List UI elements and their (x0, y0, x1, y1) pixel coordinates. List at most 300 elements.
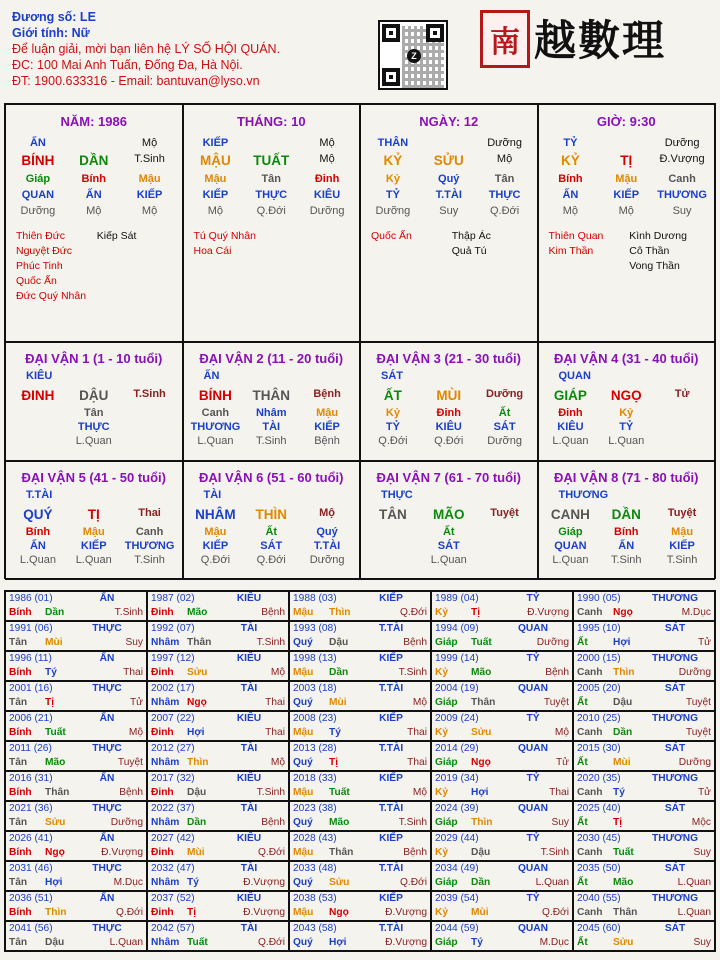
hidden-star: KIÊU (435, 421, 462, 433)
hidden-star: SÁT (493, 421, 516, 433)
star-name: Quốc Ấn (371, 230, 412, 242)
pillar-title: NĂM: 1986 (60, 114, 127, 129)
year-can: Quý (293, 937, 313, 948)
hidden-star: ẤN (618, 540, 635, 552)
year-star: KIẾP (379, 773, 403, 784)
year-label: 1989 (04) (435, 593, 479, 604)
year-label: 1987 (02) (151, 593, 195, 604)
year-chi: Thân (187, 637, 212, 648)
pillar-can: KỶ (561, 153, 580, 168)
stars-col-1 (16, 229, 97, 304)
year-star: SÁT (664, 803, 686, 814)
star-name: Cô Thần (629, 245, 670, 257)
year-cell (147, 621, 289, 651)
dai-van-cell (5, 461, 183, 580)
year-chi: Tị (613, 817, 623, 828)
year-label: 2024 (39) (435, 803, 479, 814)
year-chi: Dần (187, 817, 207, 828)
year-stage: T.Sinh (398, 817, 427, 828)
dai-van-chi: TỊ (87, 507, 100, 522)
year-star: THỰC (92, 683, 122, 694)
hidden-stem: Ất (265, 526, 278, 538)
year-head (577, 622, 711, 636)
year-head (435, 742, 569, 756)
year-stage: Tuyệt (543, 697, 569, 708)
year-label: 2012 (27) (151, 743, 195, 754)
year-chi: Ngọ (329, 907, 349, 918)
year-star: KIÊU (236, 653, 262, 664)
year-head (293, 682, 427, 696)
year-star: QUAN (518, 863, 548, 874)
year-head (9, 772, 143, 786)
year-label: 1990 (05) (577, 593, 621, 604)
year-chi: Tuất (45, 727, 66, 738)
year-cell (573, 651, 715, 681)
year-stage: M.Dục (113, 877, 143, 888)
year-star: THƯƠNG (651, 893, 698, 904)
year-stage: Thai (407, 757, 427, 768)
stars-col-1 (194, 229, 275, 259)
year-stage: Mộc (691, 817, 711, 828)
year-label: 2019 (34) (435, 773, 479, 784)
year-body (9, 606, 143, 620)
hidden-stem: Quý (316, 526, 338, 538)
year-stage: Thai (265, 697, 285, 708)
year-cell (289, 771, 431, 801)
dai-van-hidden (543, 406, 711, 420)
year-can: Kỷ (435, 667, 449, 678)
year-cell (289, 681, 431, 711)
year-label: 2038 (53) (293, 893, 337, 904)
year-body (293, 756, 427, 770)
year-chi: Sửu (329, 877, 350, 888)
year-label: 1999 (14) (435, 653, 479, 664)
hidden-stage: T.Sinh (255, 435, 287, 447)
year-stage: Dưỡng (678, 757, 711, 768)
year-star: TÀI (240, 863, 258, 874)
pillar-stars-list (188, 229, 356, 259)
year-stage: Tuyệt (685, 697, 711, 708)
year-stage: Đ.Vượng (385, 937, 427, 948)
year-chi: Ngọ (187, 697, 207, 708)
year-head (435, 712, 569, 726)
year-body (577, 666, 711, 680)
hidden-stage: Q.Đới (200, 554, 231, 566)
year-head (151, 922, 285, 936)
year-star: KIÊU (236, 773, 262, 784)
year-head (293, 712, 427, 726)
year-can: Quý (293, 637, 313, 648)
year-stage: T.Sinh (540, 847, 569, 858)
pillar-hidden-row (10, 171, 178, 187)
year-stage: Dưỡng (110, 817, 143, 828)
year-can: Giáp (435, 637, 458, 648)
hidden-stem: Mậu (316, 407, 339, 419)
year-label: 2015 (30) (577, 743, 621, 754)
year-body (151, 786, 285, 800)
year-label: 1996 (11) (9, 653, 52, 664)
pillar-main-row (188, 151, 356, 171)
pillar-title: THÁNG: 10 (236, 114, 306, 129)
hidden-stage: L.Quan (75, 435, 112, 447)
hidden-star: KIÊU (313, 189, 341, 201)
year-stage: Tử (697, 637, 711, 648)
pillar-chi: SỬU (433, 153, 464, 168)
year-chi: Sửu (187, 667, 208, 678)
year-label: 1997 (12) (151, 653, 195, 664)
year-head (435, 922, 569, 936)
year-can: Kỷ (435, 607, 449, 618)
year-body (435, 696, 569, 710)
dai-van-can: CANH (550, 507, 590, 522)
hidden-stage: L.Quan (197, 435, 234, 447)
contact-line-3: ĐT: 1900.633316 - Email: bantuvan@lyso.vn (12, 74, 260, 88)
pillar-chi: TỊ (620, 153, 633, 168)
dai-van-title: ĐẠI VẬN 8 (71 - 80 tuổi) (554, 470, 699, 485)
year-can: Nhâm (151, 817, 180, 828)
year-label: 1986 (01) (9, 593, 53, 604)
year-cell (5, 771, 147, 801)
year-can: Ất (577, 697, 588, 708)
year-cell (289, 861, 431, 891)
hidden-stem: Tân (261, 173, 282, 185)
year-label: 2006 (21) (9, 713, 53, 724)
pillar-blank (66, 135, 122, 151)
year-star: T.TÀI (378, 743, 404, 754)
star-name: Nguyệt Đức (16, 245, 73, 257)
year-stage: T.Sinh (114, 607, 143, 618)
year-stage: Tử (129, 697, 143, 708)
year-label: 2018 (33) (293, 773, 337, 784)
year-can: Nhâm (151, 877, 180, 888)
hidden-stage: L.Quan (75, 554, 112, 566)
year-head (435, 592, 569, 606)
year-chi: Ngọ (613, 607, 633, 618)
year-head (9, 682, 143, 696)
year-stage: Q.Đới (399, 877, 427, 888)
year-can: Tân (9, 637, 28, 648)
dai-van-can: ẤT (383, 388, 402, 403)
year-label: 2009 (24) (435, 713, 479, 724)
year-body (293, 726, 427, 740)
year-label: 2039 (54) (435, 893, 479, 904)
year-chi: Dần (471, 877, 491, 888)
dai-van-chi: MÙI (436, 388, 462, 403)
year-chi: Hợi (45, 877, 63, 888)
year-head (435, 682, 569, 696)
year-cell (431, 591, 573, 621)
dai-van-title: ĐẠI VẬN 4 (31 - 40 tuổi) (554, 351, 699, 366)
year-chi: Thìn (471, 817, 493, 828)
star-name: Kình Dương (629, 230, 687, 242)
dai-van-star: TÀI (203, 489, 222, 501)
star-name: Đức Quý Nhân (16, 290, 87, 302)
year-head (577, 862, 711, 876)
year-chi: Tuất (471, 637, 492, 648)
year-star: KIÊU (236, 593, 262, 604)
year-stage: Suy (693, 937, 711, 948)
year-head (293, 802, 427, 816)
dai-van-main (10, 386, 178, 406)
year-chi: Dậu (471, 847, 491, 858)
pillar-cell (5, 104, 183, 342)
year-star: SÁT (664, 623, 686, 634)
year-cell (431, 771, 573, 801)
hidden-star: THỰC (255, 189, 288, 201)
year-chi: Mão (329, 817, 350, 828)
year-head (577, 892, 711, 906)
year-stage: Thai (123, 667, 143, 678)
year-cell (5, 651, 147, 681)
year-chi: Tý (613, 787, 625, 798)
year-star: KIÊU (236, 713, 262, 724)
year-label: 2020 (35) (577, 773, 621, 784)
year-star: THƯƠNG (651, 713, 698, 724)
year-body (151, 666, 285, 680)
dai-van-hts (543, 553, 711, 567)
year-stage: Q.Đới (541, 907, 569, 918)
year-body (577, 606, 711, 620)
year-can: Ất (577, 817, 588, 828)
year-star: TỶ (526, 653, 540, 664)
year-chi: Dậu (613, 697, 633, 708)
year-stage: Đ.Vượng (101, 847, 143, 858)
hidden-stage (365, 553, 421, 567)
year-head (9, 652, 143, 666)
star-name: Thiên Quan (548, 230, 604, 242)
year-stage: Mộ (270, 757, 285, 768)
year-cell (5, 891, 147, 921)
hidden-stem: Mậu (204, 526, 227, 538)
year-body (577, 726, 711, 740)
year-cell (289, 801, 431, 831)
dai-van-main (543, 386, 711, 406)
year-body (435, 606, 569, 620)
pillar-stage: Mộ (141, 137, 158, 149)
year-cell (431, 711, 573, 741)
year-cell (431, 651, 573, 681)
year-star: T.TÀI (378, 923, 404, 934)
dai-van-can: NHÂM (195, 507, 236, 522)
year-chi: Mùi (613, 757, 631, 768)
hidden-star: THỰC (77, 421, 110, 433)
year-chi: Ngọ (471, 757, 491, 768)
year-body (293, 606, 427, 620)
year-head (151, 802, 285, 816)
year-can: Mậu (293, 847, 314, 858)
stars-col-1 (549, 229, 630, 274)
dai-van-main (365, 386, 533, 406)
year-can: Quý (293, 817, 313, 828)
year-label: 2007 (22) (151, 713, 195, 724)
dai-van-hstars (365, 539, 533, 553)
hidden-stem: Bính (614, 526, 639, 538)
hidden-star: T.TÀI (435, 189, 462, 201)
hidden-stage: Dưỡng (375, 205, 411, 217)
hidden-star (10, 420, 66, 434)
hidden-stage: L.Quan (608, 435, 645, 447)
hidden-stem: Bính (25, 526, 51, 538)
year-head (435, 892, 569, 906)
year-chi: Tị (187, 907, 197, 918)
year-body (9, 846, 143, 860)
dai-van-cell (5, 342, 183, 461)
hidden-stage: T.Sinh (666, 554, 698, 566)
year-cell (147, 861, 289, 891)
hidden-stem: Đinh (436, 407, 461, 419)
year-chi: Tý (45, 667, 57, 678)
stars-col-1 (371, 229, 452, 259)
year-chi: Hợi (187, 727, 205, 738)
year-body (293, 696, 427, 710)
year-cell (431, 861, 573, 891)
hidden-stem: Mậu (615, 173, 638, 185)
year-label: 2005 (20) (577, 683, 621, 694)
hidden-stem: Canh (135, 526, 164, 538)
year-can: Đinh (151, 787, 174, 798)
dai-van-hts (10, 553, 178, 567)
year-can: Canh (577, 787, 603, 798)
hidden-stage: T.Sinh (134, 554, 165, 566)
year-head (435, 772, 569, 786)
year-star: T.TÀI (378, 803, 404, 814)
year-label: 2030 (45) (577, 833, 621, 844)
hidden-star: THỰC (488, 189, 521, 201)
year-star: ẤN (99, 773, 115, 784)
dai-van-hstars (543, 539, 711, 553)
year-stage: T.Sinh (398, 667, 427, 678)
year-body (435, 936, 569, 950)
year-star: KIẾP (379, 893, 403, 904)
pillar-blank (598, 135, 654, 151)
star-name: Thập Ác (451, 230, 491, 242)
year-cell (147, 921, 289, 951)
year-cell (147, 591, 289, 621)
star-name: Quốc Ấn (16, 275, 57, 287)
hidden-stem: Đinh (558, 407, 583, 419)
hidden-stage: Q.Đới (489, 205, 520, 217)
year-chi: Dần (45, 607, 65, 618)
year-body (293, 636, 427, 650)
dai-van-star: KIÊU (26, 370, 53, 382)
year-chi: Mùi (187, 847, 205, 858)
annual-luck-table (4, 590, 716, 952)
year-cell (289, 891, 431, 921)
year-can: Canh (577, 727, 603, 738)
dai-van-star: ẤN (203, 370, 220, 382)
dai-van-star: SÁT (381, 370, 403, 382)
year-cell (5, 681, 147, 711)
year-head (293, 742, 427, 756)
year-cell (573, 831, 715, 861)
year-cell (147, 891, 289, 921)
year-chi: Hợi (613, 637, 631, 648)
year-label: 2008 (23) (293, 713, 337, 724)
year-chi: Mùi (329, 697, 347, 708)
year-can: Ất (577, 637, 588, 648)
dai-van-main (365, 505, 533, 525)
year-cell (431, 831, 573, 861)
hidden-stage: Q.Đới (378, 435, 408, 447)
year-stage: Bệnh (261, 817, 285, 828)
year-star: QUAN (518, 743, 548, 754)
hidden-stem: Mậu (204, 173, 227, 185)
year-label: 2032 (47) (151, 863, 195, 874)
year-head (577, 742, 711, 756)
hidden-stem: Mậu (671, 526, 694, 538)
year-label: 1988 (03) (293, 593, 337, 604)
dai-van-hidden (188, 406, 356, 420)
dai-van-chi: THÌN (255, 507, 287, 522)
year-cell (431, 921, 573, 951)
year-label: 2040 (55) (577, 893, 621, 904)
stars-col-2 (629, 229, 710, 274)
year-star: THỰC (92, 743, 122, 754)
dai-van-chi: THÂN (252, 388, 290, 403)
pillar-stars-list (365, 229, 533, 259)
pillar-can: MẬU (200, 153, 231, 168)
year-stage: Đ.Vượng (243, 877, 285, 888)
star-name: Tú Quý Nhân (193, 230, 256, 242)
year-cell (147, 711, 289, 741)
pillar-cell (183, 104, 361, 342)
hidden-stem: Tân (83, 407, 104, 419)
year-head (435, 622, 569, 636)
hidden-stage: L.Quan (552, 435, 589, 447)
year-chi: Sửu (613, 937, 634, 948)
pillar-star: TỶ (563, 137, 578, 149)
stars-col-2 (97, 229, 178, 304)
year-head (9, 922, 143, 936)
year-body (151, 906, 285, 920)
pillar-hts-row (10, 203, 178, 219)
year-stage: M.Dục (539, 937, 569, 948)
year-cell (573, 711, 715, 741)
year-chi: Dậu (45, 937, 65, 948)
year-can: Đinh (151, 847, 174, 858)
year-chi: Tý (329, 727, 341, 738)
dai-van-can: TÂN (379, 507, 407, 522)
hidden-star: TỶ (385, 189, 400, 201)
year-stage: Thai (549, 787, 569, 798)
year-star: KIẾP (379, 653, 403, 664)
hidden-stage: Q.Đới (256, 205, 286, 217)
year-star: T.TÀI (378, 623, 404, 634)
year-chi: Thân (329, 847, 354, 858)
year-label: 2021 (36) (9, 803, 53, 814)
year-stage: Bệnh (403, 847, 427, 858)
year-chi: Tuất (187, 937, 208, 948)
year-stage: Thai (407, 727, 427, 738)
year-star: KIÊU (236, 833, 262, 844)
year-chi: Tý (187, 877, 199, 888)
year-star: TÀI (240, 683, 258, 694)
year-stage: Bệnh (261, 607, 285, 618)
dai-van-title: ĐẠI VẬN 7 (61 - 70 tuổi) (376, 470, 521, 485)
year-label: 2011 (26) (9, 743, 52, 754)
year-can: Canh (577, 667, 603, 678)
year-cell (5, 621, 147, 651)
year-cell (289, 921, 431, 951)
year-head (151, 622, 285, 636)
year-head (9, 862, 143, 876)
year-can: Mậu (293, 607, 314, 618)
year-body (435, 636, 569, 650)
year-body (293, 666, 427, 680)
brand-logo (534, 8, 666, 68)
year-stage: Tuyệt (685, 727, 711, 738)
pillar-hts-row (365, 203, 533, 219)
